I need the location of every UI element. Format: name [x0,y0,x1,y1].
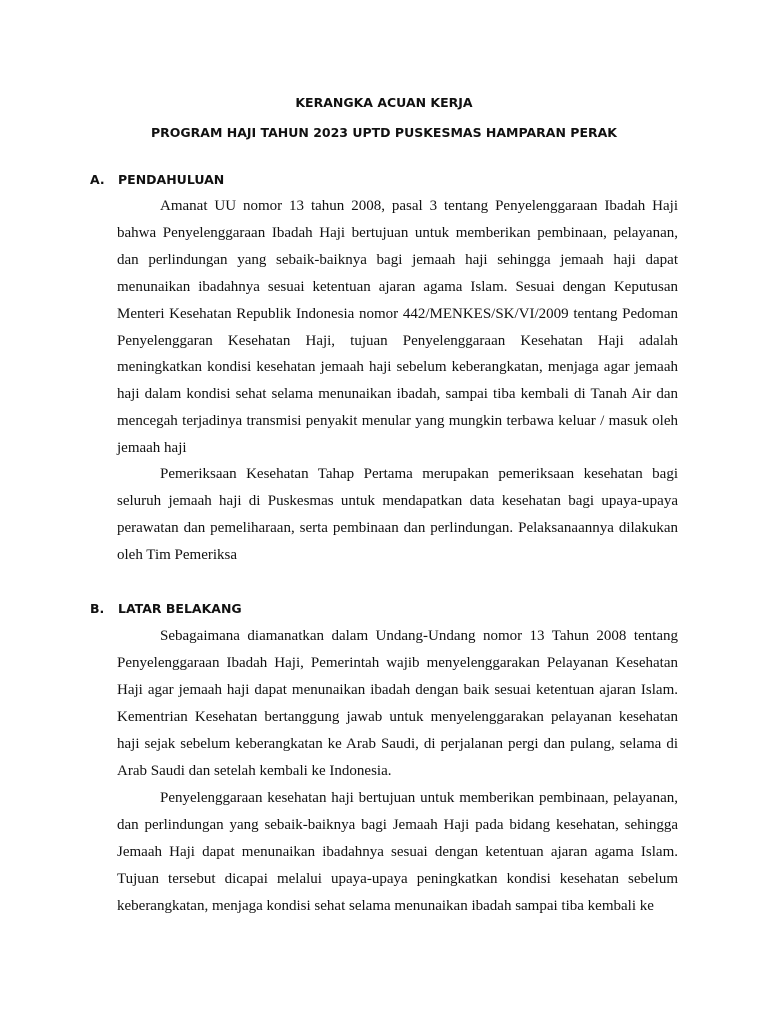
paragraph-pendahuluan-1: Amanat UU nomor 13 tahun 2008, pasal 3 tentang Penyelenggaraan Ibadah Haji bahwa Penyelenggaraan Ibadah Haji bertujuan untuk memberikan pembinaan, pelayanan, dan perlindungan yang sebaik-baiknya bagi jemaah haji sehingga jemaah haji dapat menunaikan ibadahnya sesuai ketentuan ajaran agama Islam. Sesuai dengan Keputusan Menteri Kesehatan Republik Indonesia nomor 442/MENKES/SK/VI/2009 tentang Pedoman Penyelenggaran Kesehatan Haji, tujuan Penyelenggaraan Kesehatan Haji adalah meningkatkan kondisi kesehatan jemaah haji sebelum keberangkatan, menjaga agar jemaah haji dalam kondisi sehat selama menunaikan ibadah, sampai tiba kembali di Tanah Air dan mencegah terjadinya transmisi penyakit menular yang mungkin terbawa keluar / masuk oleh jemaah haji [117,198,678,457]
section-letter-a: A. [90,172,105,187]
paragraph-latar-belakang-2: Penyelenggaraan kesehatan haji bertujuan untuk memberikan pembinaan, pelayanan, dan perlindungan yang sebaik-baiknya bagi Jemaah Haji pada bidang kesehatan, sehingga Jemaah Haji dapat menunaikan ibadahnya sesuai dengan ketentuan ajaran agama Islam. Tujuan tersebut dicapai melalui upaya-upaya peningkatkan kondisi kesehatan sebelum keberangkatan, menjaga kondisi sehat selama menunaikan ibadah sampai tiba kembali ke [117,790,678,914]
paragraph-latar-belakang-1: Sebagaimana diamanatkan dalam Undang-Undang nomor 13 Tahun 2008 tentang Penyelenggaraan Ibadah Haji, Pemerintah wajib menyelenggarakan Pelayanan Kesehatan Haji agar jemaah haji dapat menunaikan ibadah dengan baik sesuai ketentuan ajaran Islam. Kementrian Kesehatan bertanggung jawab untuk menyelenggarakan pelayanan kesehatan haji sejak sebelum keberangkatan ke Arab Saudi, di perjalanan pergi dan pulang, selama di Arab Saudi dan setelah kembali ke Indonesia. [117,628,678,779]
document-title: KERANGKA ACUAN KERJA [295,95,473,110]
section-title-a: PENDAHULUAN [118,172,225,187]
paragraph-pendahuluan-2: Pemeriksaan Kesehatan Tahap Pertama merupakan pemeriksaan kesehatan bagi seluruh jemaah haji di Puskesmas untuk mendapatkan data kesehatan bagi upaya-upaya perawatan dan pemeliharaan, serta pembinaan dan perlindungan. Pelaksanaannya dilakukan oleh Tim Pemeriksa [117,466,678,563]
section-title-b: LATAR BELAKANG [118,601,242,616]
section-heading-b [90,601,242,616]
section-letter-b: B. [90,601,105,616]
section-heading-a [90,172,224,187]
document-subtitle: PROGRAM HAJI TAHUN 2023 UPTD PUSKESMAS HAMPARAN PERAK [151,125,617,140]
